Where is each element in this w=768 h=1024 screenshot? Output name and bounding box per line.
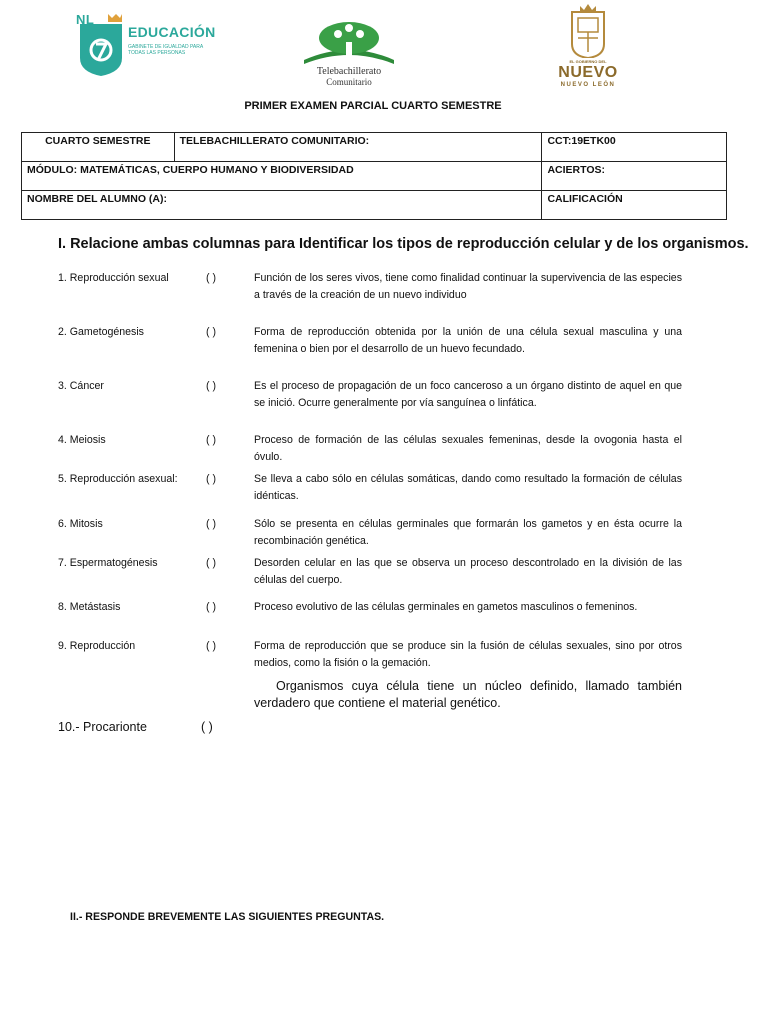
student-name-cell: NOMBRE DEL ALUMNO (A): — [22, 191, 542, 220]
answer-blank[interactable]: ( ) — [206, 434, 216, 446]
coat-of-arms-icon — [552, 4, 624, 58]
nl-badge-text: NL — [76, 12, 95, 27]
educacion-subtitle: GABINETE DE IGUALDAD PARA TODAS LAS PERSONAS — [128, 44, 203, 56]
item-term: 2. Gametogénesis — [58, 326, 144, 338]
logo-bar — [0, 0, 768, 95]
item-description-10: Organismos cuya célula tiene un núcleo definido, llamado también verdadero que contiene el material genético. — [254, 679, 682, 710]
item-term: 6. Mitosis — [58, 518, 103, 530]
answer-blank[interactable]: ( ) — [206, 601, 216, 613]
item-description: Forma de reproducción obtenida por la unión de una célula sexual masculina y una femenina o bien por el desarrollo de un huevo fecundado. — [254, 326, 682, 355]
header-row-1 — [22, 133, 727, 162]
item-description: Sólo se presenta en células germinales que formarán los gametos y en ésta ocurre la recombinación genética. — [254, 518, 682, 547]
answer-blank[interactable]: ( ) — [206, 473, 216, 485]
header-row-3 — [22, 191, 727, 220]
item-description: Es el proceso de propagación de un foco canceroso a un órgano distinto de aquel en que se inició. Ocurre generalmente por vía sanguínea o linfática. — [254, 380, 682, 409]
nuevo-small-text: EL GOBIERNO DEL — [569, 59, 607, 64]
educacion-title: EDUCACIÓN — [128, 24, 216, 40]
item-description: Se lleva a cabo sólo en células somáticas, dando como resultado la formación de células idénticas. — [254, 473, 682, 502]
item-term: 4. Meiosis — [58, 434, 106, 446]
item-description: Proceso evolutivo de las células germinales en gametos masculinos o femeninos. — [254, 601, 638, 613]
telebachillerato-logo — [294, 20, 404, 88]
answer-blank[interactable]: ( ) — [206, 557, 216, 569]
answer-blank[interactable]: ( ) — [206, 518, 216, 530]
cct-cell: CCT:19ETK00 — [542, 133, 727, 162]
item-term: 5. Reproducción asexual: — [58, 473, 178, 485]
item-term: 3. Cáncer — [58, 380, 104, 392]
module-cell: MÓDULO: MATEMÁTICAS, CUERPO HUMANO Y BIODIVERSIDAD — [22, 162, 542, 191]
item-term: 8. Metástasis — [58, 601, 121, 613]
aciertos-cell: ACIERTOS: — [542, 162, 727, 191]
item-description: Función de los seres vivos, tiene como finalidad continuar la supervivencia de las especies a través de la creación de un nuevo individuo — [254, 272, 682, 301]
item-term-10: 10.- Procarionte — [58, 720, 147, 734]
answer-blank-10[interactable]: ( ) — [201, 720, 213, 734]
answer-blank[interactable]: ( ) — [206, 640, 216, 652]
semester-cell: CUARTO SEMESTRE — [22, 133, 175, 162]
section2-title: II.- RESPONDE BREVEMENTE LAS SIGUIENTES PREGUNTAS. — [70, 911, 385, 923]
item-description: Forma de reproducción que se produce sin la fusión de células sexuales, sino por otros medios, como la fisión o la gemación. — [254, 640, 682, 669]
calificacion-cell: CALIFICACIÓN — [542, 191, 727, 220]
school-cell: TELEBACHILLERATO COMUNITARIO: — [174, 133, 542, 162]
nuevo-leon-logo — [552, 4, 624, 90]
item-description: Desorden celular en las que se observa un proceso descontrolado en la división de las células del cuerpo. — [254, 557, 682, 586]
nuevo-leon-text: NUEVO LEÓN — [560, 82, 616, 88]
telebachillerato-line1: Telebachillerato — [316, 66, 382, 77]
nuevo-big-text: NUEVO — [558, 64, 618, 81]
item-term: 1. Reproducción sexual — [58, 272, 169, 284]
tree-book-icon — [294, 20, 404, 66]
item-description: Proceso de formación de las células sexuales femeninas, desde la ovogonia hasta el óvulo. — [254, 434, 682, 463]
answer-blank[interactable]: ( ) — [206, 380, 216, 392]
answer-blank[interactable]: ( ) — [206, 272, 216, 284]
telebachillerato-line2: Comunitario — [326, 77, 372, 87]
exam-title: PRIMER EXAMEN PARCIAL CUARTO SEMESTRE — [244, 100, 502, 112]
item-term: 9. Reproducción — [58, 640, 136, 652]
answer-blank[interactable]: ( ) — [206, 326, 216, 338]
header-row-2 — [22, 162, 727, 191]
nl-educacion-logo — [76, 12, 216, 78]
header-table — [21, 132, 727, 220]
section1-title: I. Relacione ambas columnas para Identificar los tipos de reproducción celular y de los organismos. — [58, 236, 749, 252]
item-term: 7. Espermatogénesis — [58, 557, 158, 569]
